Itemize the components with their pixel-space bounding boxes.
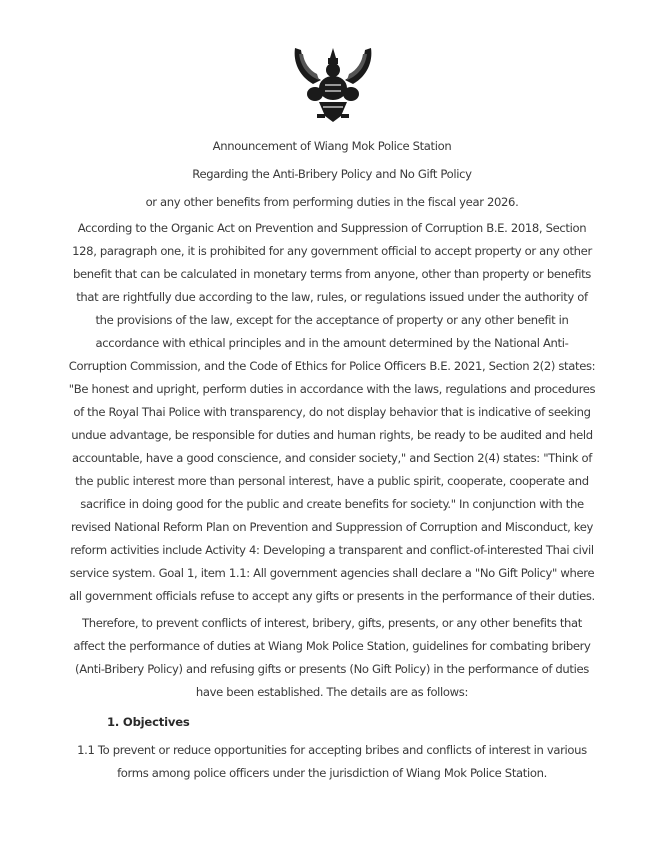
text-line: have been established. The details are as follows: bbox=[195, 685, 469, 699]
section-heading-objectives: 1. Objectives bbox=[107, 715, 190, 729]
text-line: that are rightfully due according to the law, rules, or regulations issued under the authority of bbox=[76, 290, 588, 304]
garuda-emblem-icon bbox=[291, 44, 375, 124]
text-line: of the Royal Thai Police with transparency, do not display behavior that is indicative of seeking bbox=[73, 405, 591, 419]
text-line: all government officials refuse to accept any gifts or presents in the performance of their duties. bbox=[69, 589, 595, 603]
text-line: 1.1 To prevent or reduce opportunities for accepting bribes and conflicts of interest in various bbox=[77, 743, 587, 757]
title-line: Announcement of Wiang Mok Police Station bbox=[212, 139, 452, 153]
text-line: Corruption Commission, and the Code of Ethics for Police Officers B.E. 2021, Section 2(2) states: bbox=[68, 359, 596, 373]
text-line: undue advantage, be responsible for duties and human rights, be ready to be audited and held bbox=[71, 428, 593, 442]
text-line: 128, paragraph one, it is prohibited for any government official to accept property or any other bbox=[72, 244, 592, 258]
text-line: According to the Organic Act on Prevention and Suppression of Corruption B.E. 2018, Section bbox=[77, 221, 587, 235]
text-line: benefit that can be calculated in monetary terms from anyone, other than property or benefits bbox=[73, 267, 591, 281]
text-line: accordance with ethical principles and in the amount determined by the National Anti- bbox=[95, 336, 569, 350]
text-line: the provisions of the law, except for the acceptance of property or any other benefit in bbox=[95, 313, 569, 327]
title-line: or any other benefits from performing duties in the fiscal year 2026. bbox=[145, 195, 519, 209]
text-line: Therefore, to prevent conflicts of interest, bribery, gifts, presents, or any other benefits that bbox=[82, 616, 582, 630]
text-line: reform activities include Activity 4: Developing a transparent and conflict-of-interested Thai civil bbox=[70, 543, 594, 557]
title-line: Regarding the Anti-Bribery Policy and No Gift Policy bbox=[192, 167, 472, 181]
text-line: revised National Reform Plan on Prevention and Suppression of Corruption and Misconduct, key bbox=[70, 520, 594, 534]
text-line: the public interest more than personal interest, have a public spirit, cooperate, cooperate and bbox=[75, 474, 589, 488]
text-line: sacrifice in doing good for the public and create benefits for society." In conjunction with the bbox=[80, 497, 584, 511]
text-line: affect the performance of duties at Wiang Mok Police Station, guidelines for combating bribery bbox=[73, 639, 591, 653]
text-line: service system. Goal 1, item 1.1: All government agencies shall declare a "No Gift Policy" where bbox=[69, 566, 595, 580]
text-line: forms among police officers under the jurisdiction of Wiang Mok Police Station. bbox=[117, 766, 547, 780]
text-line: (Anti-Bribery Policy) and refusing gifts or presents (No Gift Policy) in the performance of duties bbox=[75, 662, 589, 676]
text-line: "Be honest and upright, perform duties in accordance with the laws, regulations and procedures bbox=[68, 382, 596, 396]
text-line: accountable, have a good conscience, and consider society," and Section 2(4) states: "Think of bbox=[72, 451, 592, 465]
